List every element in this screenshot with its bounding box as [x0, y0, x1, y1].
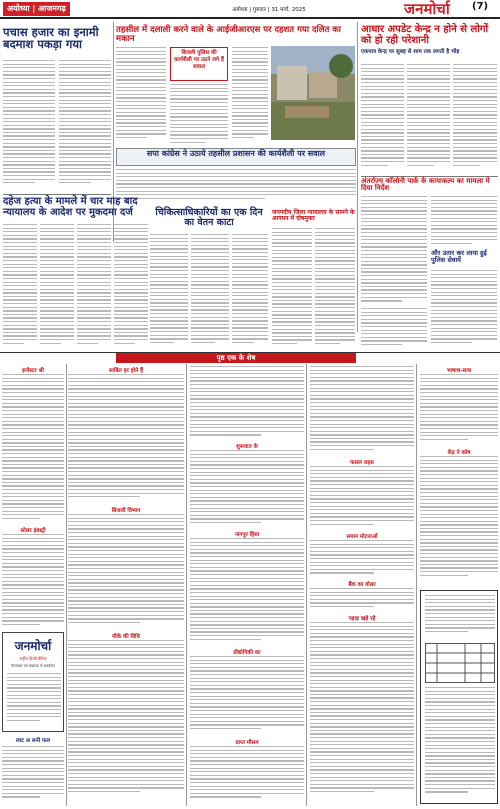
- story-5-body-col3: [77, 224, 111, 350]
- story-3-body: [361, 64, 404, 174]
- story-8-body-tail: [361, 308, 427, 350]
- ad-line1: राष्ट्रीय हिन्दी दैनिक: [19, 656, 47, 661]
- column-divider: [357, 22, 358, 332]
- brief-4-title: बिजली विभाग: [111, 508, 141, 514]
- brief-12-body: [420, 374, 498, 446]
- story-8-body: [361, 196, 427, 306]
- divider: [3, 194, 111, 195]
- brief-8-body: [310, 622, 414, 804]
- brief-15-body: [190, 746, 304, 804]
- notice-body: [425, 687, 495, 799]
- brief-5-body: [310, 466, 414, 530]
- divider: [0, 352, 500, 353]
- story-1-body-col2: [59, 60, 111, 192]
- story-9-body: [431, 270, 497, 350]
- brief-6-body: [310, 540, 414, 578]
- brief-12-title: भाषाथ-साथ: [446, 368, 472, 374]
- story-3-headline: आधार अपडेट केन्द्र न होने से लोगों को हो रही परेशानी: [361, 24, 489, 46]
- brief-4-body: [68, 514, 184, 630]
- story-3-body-col2: [407, 64, 450, 174]
- story-2-body-col3: [232, 47, 268, 147]
- brief-d-top: [310, 366, 414, 456]
- story-3-body-col3: [453, 64, 497, 174]
- brief-13-title: केंद्र ने कोष: [447, 450, 471, 456]
- story-7-headline: जनपदीय जिला न्यायालय के सामने के आगमन में दोषमुक्त: [272, 209, 355, 223]
- story-1-headline: पचास हजार का इनामी बदमाश पकड़ा गया: [3, 25, 99, 52]
- brief-7-title: बैंक का वोलर: [348, 582, 376, 588]
- story-4-body: [116, 169, 356, 205]
- brief-3-body: [2, 534, 64, 630]
- story-6-body-col3: [232, 234, 268, 350]
- header-date: अयोध्या | गुरुवार | 31 मार्च, 2025: [232, 7, 306, 13]
- story-2-headline: तहसील में दलाली करने वाले के आईजीआरएस पर दहशत गया दलित का मकान: [116, 25, 341, 44]
- column-divider: [306, 364, 307, 806]
- brief-11-title: प्रौद्योगिकी का: [233, 650, 261, 656]
- story-1-body: [3, 60, 55, 192]
- ad-body: [7, 673, 61, 729]
- brief-2-body: [68, 374, 184, 504]
- story-2-callout-text: बिजली पुलिस की कार्यशैली पर उठने लगे हैं सवाल: [174, 50, 224, 70]
- ad-line2: फैजाबाद एवं लखनऊ से प्रकाशित: [11, 664, 55, 668]
- ad-label: लाट अ सनी फल: [15, 738, 51, 744]
- story-7-body: [272, 228, 312, 350]
- story-6-body-col2: [191, 234, 229, 350]
- brief-14-title: मौके की विधि: [112, 634, 140, 640]
- brief-14-body: [68, 640, 184, 804]
- story-9-headline: और उतार कर लाया हुई पुलिस सेवायें: [431, 249, 487, 264]
- story-4-headline: सपा कांग्रेस ने उठाये तहसील प्रशासन की कार्यशैली पर सवाल: [146, 149, 326, 158]
- brief-10-title: नागपुर हिंसा: [234, 532, 260, 538]
- brief-7-body: [310, 588, 414, 612]
- brief-15-title: प्राप्त मौसम: [235, 740, 259, 746]
- brief-5-title: फसल राइस: [350, 460, 374, 466]
- continued-banner: पृष्ठ एक के शेष: [116, 353, 356, 363]
- brief-1-body: [2, 374, 64, 524]
- story-8-body-col2: [431, 196, 497, 248]
- brief-ad-body: [2, 746, 64, 804]
- edition-label: अयोध्या | आजमगढ़: [3, 2, 70, 16]
- notice-header: [425, 595, 495, 639]
- column-divider: [66, 364, 67, 806]
- story-8-headline: अंतर्राज्य कॉलोनी पार्क के कायाकल्प का मामला मे दिया निर्देश: [361, 177, 490, 193]
- story-4-box: [116, 148, 356, 166]
- brief-13-body: [420, 456, 498, 586]
- brief-c-top: [190, 366, 304, 440]
- brief-1-title: इन्वेस्टर श्री: [22, 368, 44, 374]
- story-3-subhead: एकमात्र केन्द्र पर सुबह से शाम तक लगती है भीड़: [361, 49, 460, 55]
- page-number: (7): [472, 1, 489, 12]
- brief-3-title: सोलर इंडस्ट्री: [20, 528, 46, 534]
- masthead: जनमोर्चा: [404, 0, 450, 18]
- story-6-body: [150, 234, 188, 350]
- brief-2-title: साबित हर होने हैं: [108, 368, 144, 374]
- brief-9-body: [190, 450, 304, 528]
- brief-9-title: शुरूवात के: [236, 444, 258, 450]
- brief-8-title: पहाड़ खड़े रहे: [348, 616, 376, 622]
- masthead-ad: [2, 632, 64, 732]
- story-5-headline: दहेज हत्या के मामले में चार माह बाद न्यायालय के आदेश पर मुकदमा दर्ज: [3, 196, 138, 218]
- story-5-body-col2: [40, 224, 74, 350]
- brief-6-title: समान मोटनाओं: [346, 534, 378, 540]
- story-2-callout: [170, 47, 228, 81]
- story-2-body-col2: [170, 84, 228, 148]
- column-divider: [416, 364, 417, 806]
- story-5-body: [3, 224, 37, 350]
- notice-table: [425, 643, 495, 683]
- story-6-headline: चिकित्साधिकारियों का एक दिन का वेतन काटा: [155, 207, 263, 228]
- column-divider: [186, 364, 187, 806]
- ad-masthead: जनमोर्चा: [14, 639, 52, 653]
- story-5-body-col4: [114, 224, 148, 350]
- story-2-body: [116, 47, 166, 147]
- brief-11-body: [190, 656, 304, 736]
- story-2-photo: [271, 46, 355, 140]
- page-header: [0, 0, 500, 19]
- brief-10-body: [190, 538, 304, 646]
- story-7-body-col2: [315, 228, 355, 350]
- public-notice-box: [420, 590, 498, 804]
